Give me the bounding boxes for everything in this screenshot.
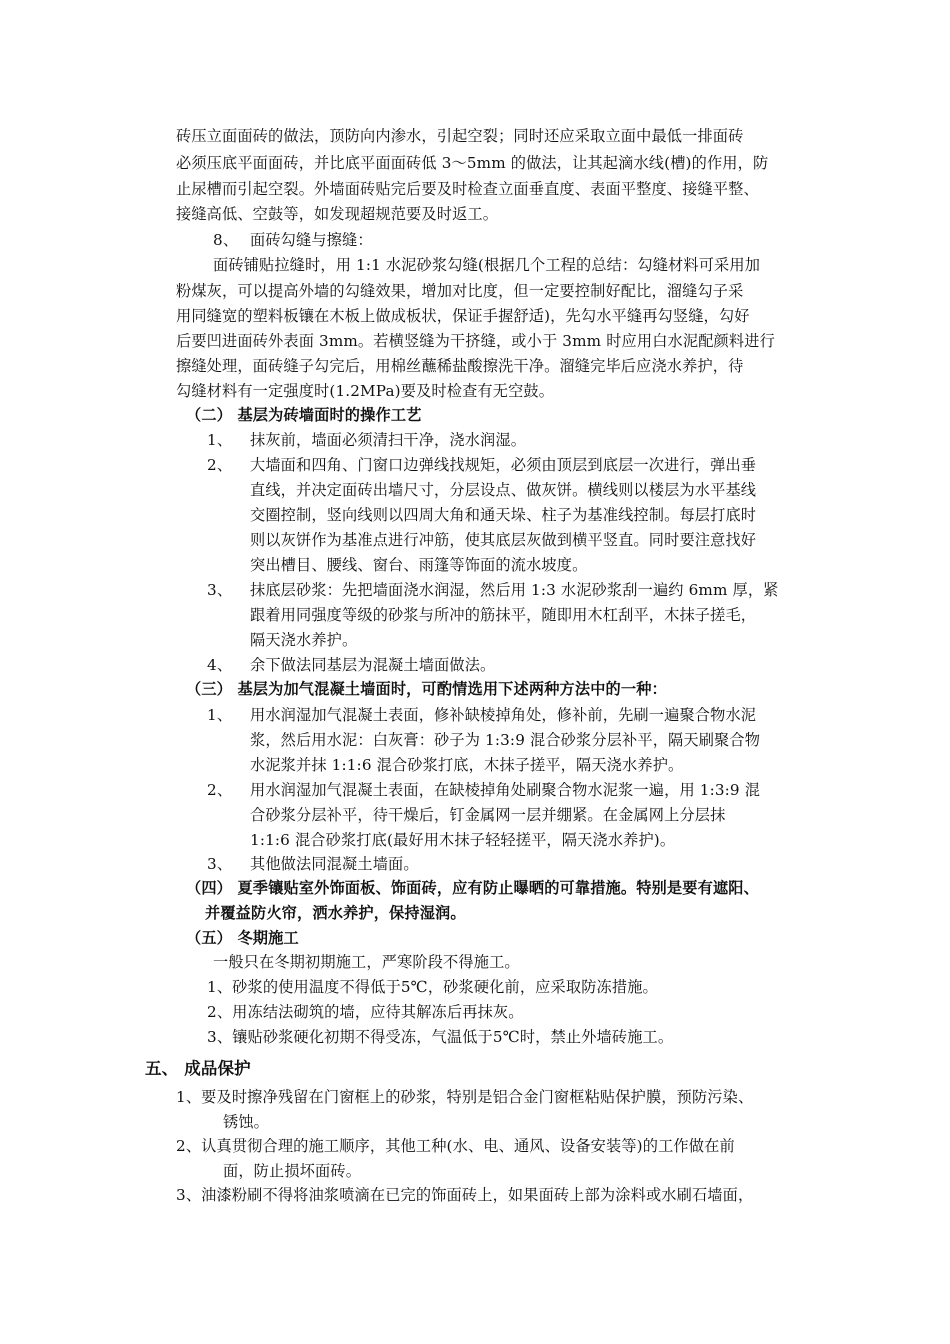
list-item-line: 隔天浇水养护。 [250,631,358,649]
item-number: 3、 [207,855,233,873]
paragraph-line: 面砖铺贴拉缝时，用 1:1 水泥砂浆勾缝(根据几个工程的总结：勾缝材料可采用加 [213,256,761,274]
item-number: 2、 [207,781,233,799]
paragraph-line: 勾缝材料有一定强度时(1.2MPa)要及时检查有无空鼓。 [176,382,555,400]
list-item-line: 用水润湿加气混凝土表面，在缺棱掉角处刷聚合物水泥浆一遍，用 1:3:9 混 [250,781,761,799]
list-item-line: 直线，并决定面砖出墙尺寸，分层设点、做灰饼。横线则以楼层为水平基线 [250,481,757,499]
list-item-line: 浆，然后用水泥：白灰膏：砂子为 1:3:9 混合砂浆分层补平，隔天刷聚合物 [250,731,761,749]
list-item-line: 突出槽目、腰线、窗台、雨篷等饰面的流水坡度。 [250,556,588,574]
paragraph-line: 必须压底平面面砖，并比底平面面砖低 3～5mm 的做法，让其起滴水线(槽)的作用，防 [176,154,769,172]
item-number: 1、 [207,706,233,724]
list-item-line: 跟着用同强度等级的砂浆与所冲的筋抹平，随即用木杠刮平，木抹子搓毛， [250,606,757,624]
list-item-line: 水泥浆并抹 1:1:6 混合砂浆打底，木抹子搓平，隔天浇水养护。 [250,756,684,774]
section-heading: （五） 冬期施工 [186,929,299,947]
item-number: 8、 [213,231,239,249]
list-item-line: 余下做法同基层为混凝土墙面做法。 [250,656,496,674]
list-item-line: 抹灰前，墙面必须清扫干净，浇水润湿。 [250,431,527,449]
paragraph-line: 砖压立面面砖的做法，顶防向内渗水，引起空裂；同时还应采取立面中最低一排面砖 [176,127,744,145]
section-heading: （二） 基层为砖墙面时的操作工艺 [186,406,422,424]
section-heading: （三） 基层为加气混凝土墙面时，可酌情选用下述两种方法中的一种： [186,680,667,698]
item-number: 1、 [207,431,233,449]
list-item-line: 抹底层砂浆：先把墙面浇水润湿，然后用 1:3 水泥砂浆刮一遍约 6mm 厚，紧 [250,581,779,599]
item-number: 2、 [207,456,233,474]
list-item-line: 1、砂浆的使用温度不得低于5℃，砂浆硬化前，应采取防冻措施。 [207,978,658,996]
list-item-line: 2、用冻结法砌筑的墙，应待其解冻后再抹灰。 [207,1003,524,1021]
paragraph-line: 用同缝宽的塑料板镶在木板上做成板状，保证手握舒适)，先勾水平缝再勾竖缝，勾好 [176,307,750,325]
paragraph-line: 一般只在冬期初期施工，严寒阶段不得施工。 [213,953,520,971]
chapter-heading: 五、 成品保护 [145,1059,251,1078]
list-item-line: 则以灰饼作为基准点进行冲筋，使其底层灰做到横平竖直。同时要注意找好 [250,531,757,549]
paragraph-line: 后要凹进面砖外表面 3mm。若横竖缝为干挤缝，或小于 3mm 时应用白水泥配颜料进行 [176,332,775,350]
list-item-line: 其他做法同混凝土墙面。 [250,855,419,873]
list-item-line: 大墙面和四角、门窗口边弹线找规矩，必须由顶层到底层一次进行，弹出垂 [250,456,757,474]
list-item-line: 3、镶贴砂浆硬化初期不得受冻，气温低于5℃时，禁止外墙砖施工。 [207,1028,674,1046]
item-number: 4、 [207,656,233,674]
list-item-line: 用水润湿加气混凝土表面，修补缺棱掉角处，修补前，先刷一遍聚合物水泥 [250,706,757,724]
list-item-line: 1:1:6 混合砂浆打底(最好用木抹子轻轻搓平，隔天浇水养护)。 [250,831,676,849]
item-number: 3、 [207,581,233,599]
list-item-line: 2、认真贯彻合理的施工顺序，其他工种(水、电、通风、设备安装等)的工作做在前 [176,1137,735,1155]
section-heading: （四） 夏季镶贴室外饰面板、饰面砖，应有防止曝晒的可靠措施。特别是要有遮阳、 [186,879,759,897]
list-item-line: 合砂浆分层补平，待干燥后，钉金属网一层并绷紧。在金属网上分层抹 [250,806,726,824]
paragraph-line: 擦缝处理，面砖缝子勾完后，用棉丝蘸稀盐酸擦洗干净。溜缝完毕后应浇水养护，待 [176,357,744,375]
list-item-line: 交圈控制，竖向线则以四周大角和通天垛、柱子为基准线控制。每层打底时 [250,506,757,524]
paragraph-line: 粉煤灰，可以提高外墙的勾缝效果，增加对比度，但一定要控制好配比，溜缝勾子采 [176,282,744,300]
section-heading: 并覆益防火帘，洒水养护，保持湿润。 [205,904,466,922]
list-item-line: 3、油漆粉刷不得将油浆喷滴在已完的饰面砖上，如果面砖上部为涂料或水刷石墙面， [176,1186,754,1204]
list-item-line: 1、要及时擦净残留在门窗框上的砂浆，特别是铝合金门窗框粘贴保护膜，预防污染、 [176,1088,754,1106]
item-title: 面砖勾缝与擦缝： [250,231,373,249]
list-item-line: 锈蚀。 [223,1113,270,1131]
list-item-line: 面，防止损坏面砖。 [223,1162,362,1180]
paragraph-line: 接缝高低、空鼓等，如发现超规范要及时返工。 [176,205,499,223]
paragraph-line: 止尿槽而引起空裂。外墙面砖贴完后要及时检查立面垂直度、表面平整度、接缝平整、 [176,180,759,198]
